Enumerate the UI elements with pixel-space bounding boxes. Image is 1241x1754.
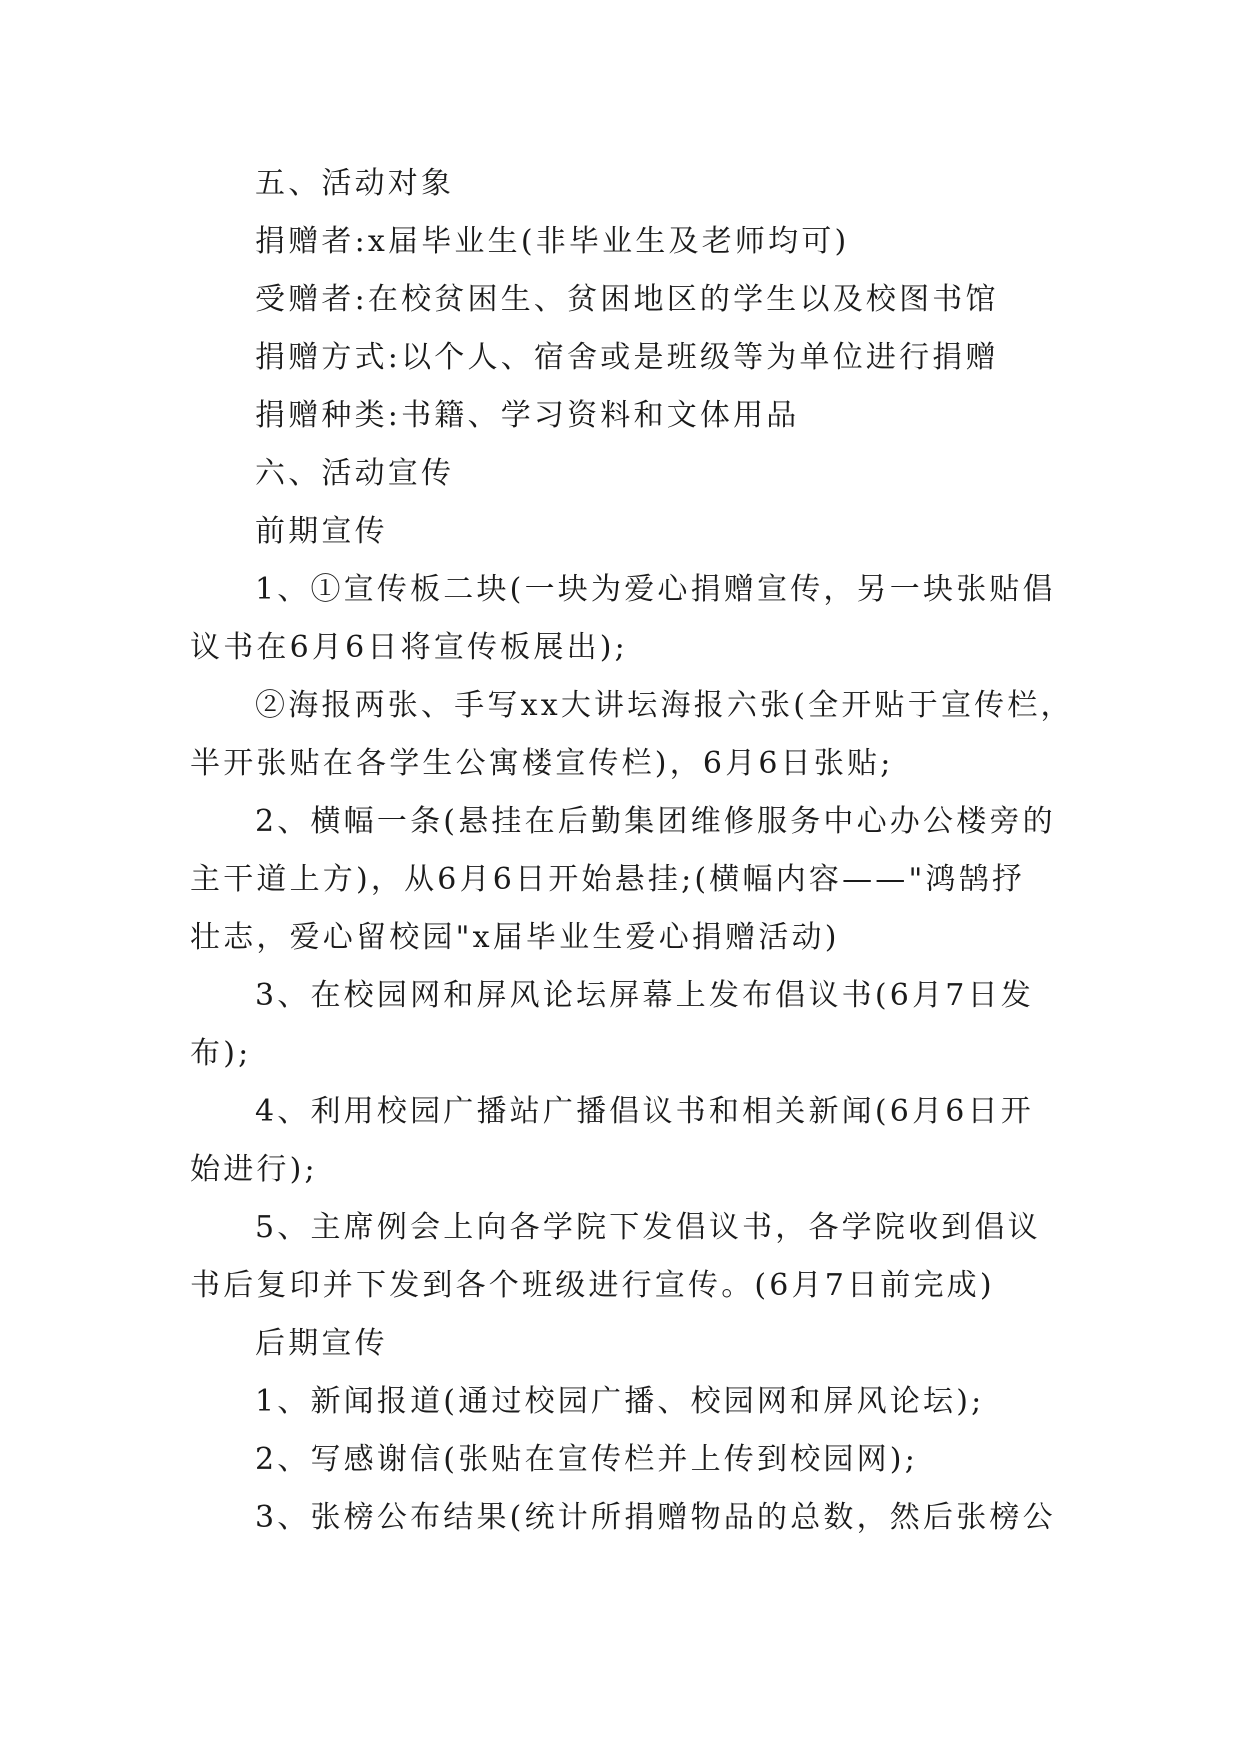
paragraph-later-item-2: 2、写感谢信(张贴在宣传栏并上传到校园网);	[255, 1442, 919, 1477]
paragraph-item-1-line-1: 1、①宣传板二块(一块为爱心捐赠宣传，另一块张贴倡	[255, 572, 1056, 607]
paragraph-recipients: 受赠者:在校贫困生、贫困地区的学生以及校图书馆	[255, 282, 999, 317]
paragraph-item-1b-line-1: ②海报两张、手写xx大讲坛海报六张(全开贴于宣传栏，	[255, 688, 1074, 723]
paragraph-item-4-line-2: 始进行);	[190, 1152, 318, 1187]
section-heading-targets: 五、活动对象	[255, 166, 455, 201]
paragraph-item-1b-line-2: 半开张贴在各学生公寓楼宣传栏)，6月6日张贴;	[190, 746, 894, 781]
paragraph-later-item-1: 1、新闻报道(通过校园广播、校园网和屏风论坛);	[255, 1384, 985, 1419]
paragraph-item-1-line-2: 议书在6月6日将宣传板展出);	[190, 630, 628, 665]
paragraph-donation-method: 捐赠方式:以个人、宿舍或是班级等为单位进行捐赠	[255, 340, 999, 375]
paragraph-item-3-line-2: 布);	[190, 1036, 252, 1071]
paragraph-later-item-3: 3、张榜公布结果(统计所捐赠物品的总数，然后张榜公	[255, 1500, 1056, 1535]
paragraph-item-2-line-2: 主干道上方)，从6月6日开始悬挂;(横幅内容——"鸿鹄抒	[190, 862, 1026, 897]
paragraph-item-2-line-3: 壮志，爱心留校园"x届毕业生爱心捐赠活动)	[190, 920, 840, 955]
paragraph-item-5-line-1: 5、主席例会上向各学院下发倡议书，各学院收到倡议	[255, 1210, 1041, 1245]
subheading-early-publicity: 前期宣传	[255, 514, 388, 549]
paragraph-donation-types: 捐赠种类:书籍、学习资料和文体用品	[255, 398, 800, 433]
paragraph-item-2-line-1: 2、横幅一条(悬挂在后勤集团维修服务中心办公楼旁的	[255, 804, 1056, 839]
section-heading-publicity: 六、活动宣传	[255, 456, 455, 491]
document-body	[190, 155, 1074, 1547]
paragraph-item-4-line-1: 4、利用校园广播站广播倡议书和相关新闻(6月6日开	[255, 1094, 1034, 1129]
subheading-later-publicity: 后期宣传	[255, 1326, 388, 1361]
paragraph-item-3-line-1: 3、在校园网和屏风论坛屏幕上发布倡议书(6月7日发	[255, 978, 1034, 1013]
paragraph-donors: 捐赠者:x届毕业生(非毕业生及老师均可)	[255, 224, 850, 259]
paragraph-item-5-line-2: 书后复印并下发到各个班级进行宣传。(6月7日前完成)	[190, 1268, 995, 1303]
